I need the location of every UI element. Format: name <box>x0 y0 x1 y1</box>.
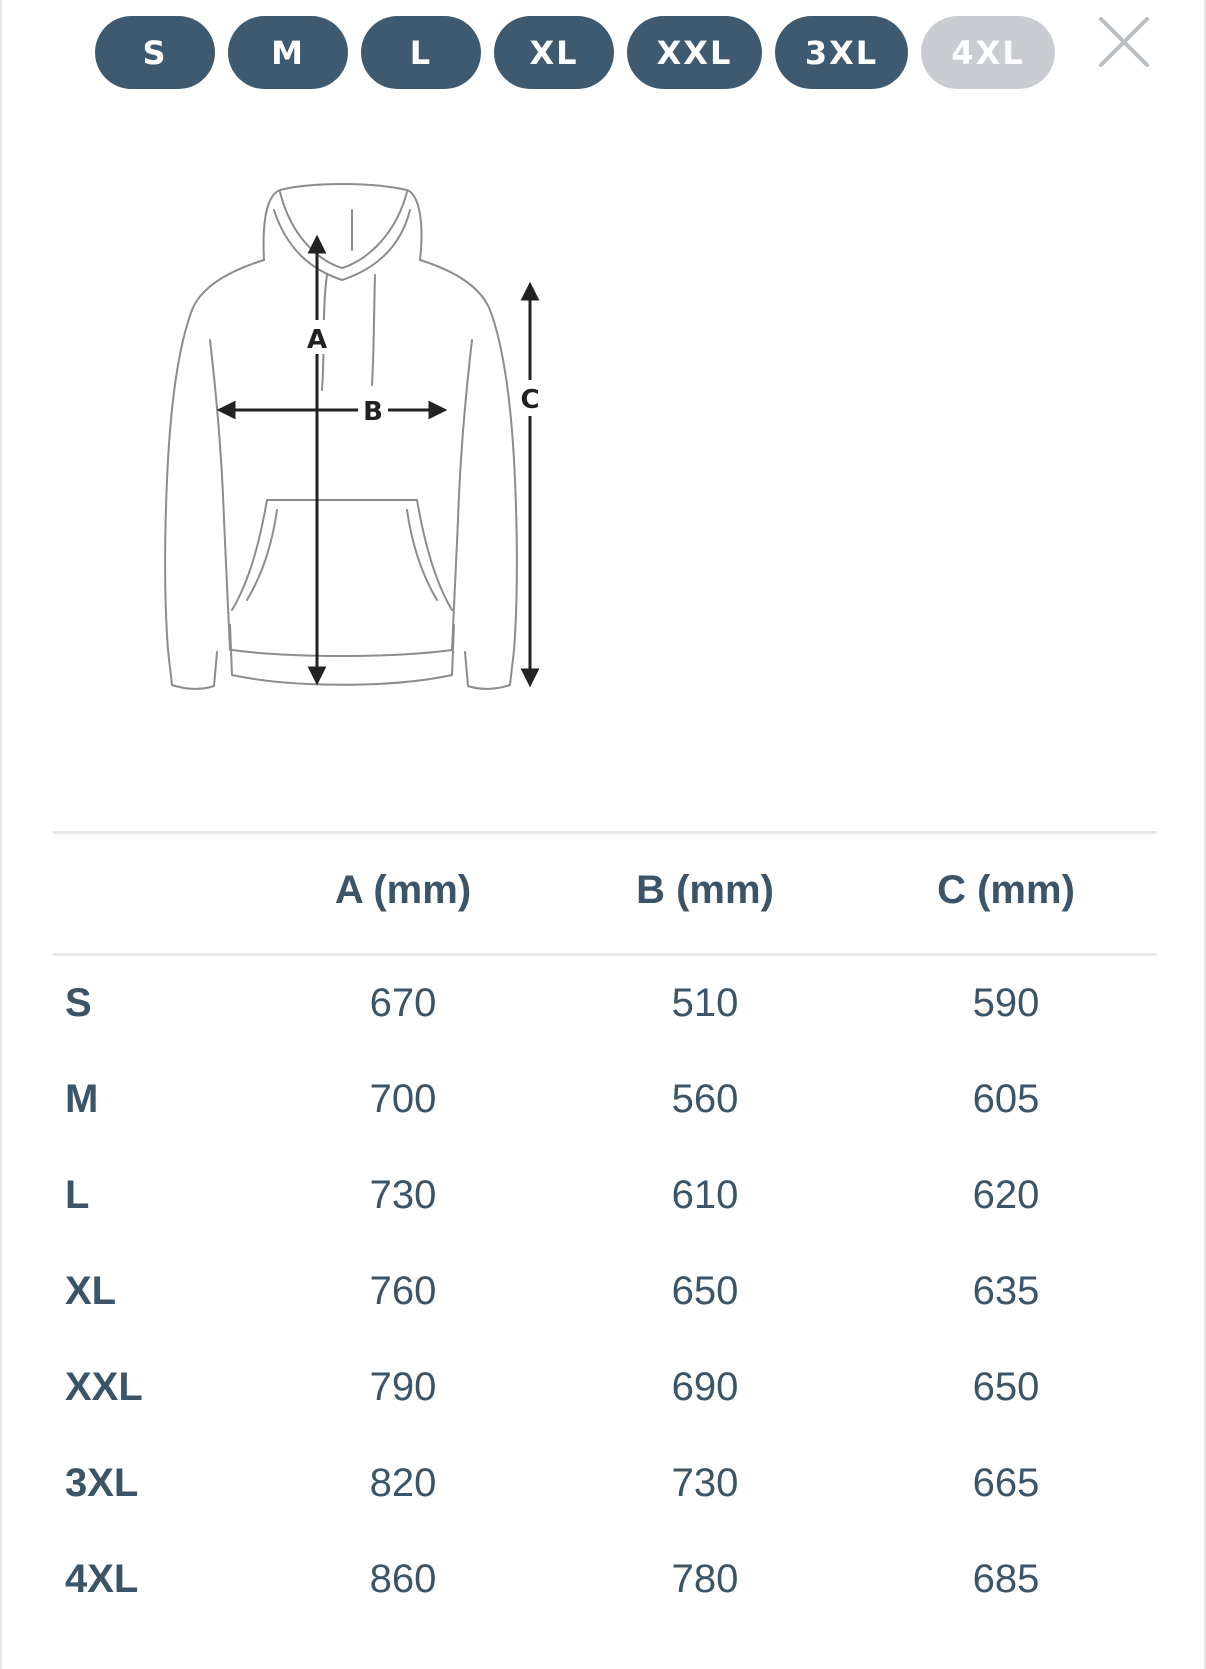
size-pill-l[interactable]: L <box>361 16 481 89</box>
cell-c: 620 <box>972 1173 1040 1217</box>
column-header-c: C (mm) <box>937 868 1075 912</box>
cell-b: 690 <box>671 1365 739 1409</box>
cell-c: 665 <box>972 1461 1040 1505</box>
cell-c: 650 <box>972 1365 1040 1409</box>
cell-b: 780 <box>671 1557 739 1601</box>
cell-b: 650 <box>671 1269 739 1313</box>
cell-c: 635 <box>972 1269 1040 1313</box>
row-size-label: XL <box>65 1269 117 1313</box>
dimension-label-c: C <box>520 385 540 415</box>
hoodie-diagram <box>162 180 602 740</box>
table-row <box>53 1531 1157 1627</box>
size-pill-xl[interactable]: XL <box>494 16 614 89</box>
cell-a: 700 <box>369 1077 437 1121</box>
cell-b: 560 <box>671 1077 739 1121</box>
table-row <box>53 1243 1157 1339</box>
column-header-b: B (mm) <box>636 868 774 912</box>
table-row <box>53 1147 1157 1243</box>
row-size-label: S <box>65 981 92 1025</box>
cell-c: 605 <box>972 1077 1040 1121</box>
dimension-label-a: A <box>306 325 328 355</box>
cell-a: 730 <box>369 1173 437 1217</box>
cell-c: 685 <box>972 1557 1040 1601</box>
row-size-label: M <box>65 1077 99 1121</box>
cell-b: 730 <box>671 1461 739 1505</box>
table-row <box>53 1051 1157 1147</box>
size-pill-m[interactable]: M <box>228 16 348 89</box>
table-row <box>53 955 1157 1051</box>
row-size-label: 3XL <box>65 1461 139 1505</box>
dimension-label-b: B <box>363 397 383 427</box>
table-row <box>53 1339 1157 1435</box>
hoodie-outline-icon <box>162 180 602 740</box>
cell-a: 820 <box>369 1461 437 1505</box>
close-x-icon <box>1098 16 1150 68</box>
column-header-a: A (mm) <box>334 868 472 912</box>
size-pill-xxl[interactable]: XXL <box>627 16 762 89</box>
size-pill-3xl[interactable]: 3XL <box>775 16 908 89</box>
table-header-row <box>53 830 1157 955</box>
cell-c: 590 <box>972 981 1040 1025</box>
size-selector <box>95 16 1055 89</box>
size-table <box>53 830 1157 1627</box>
cell-a: 790 <box>369 1365 437 1409</box>
row-size-label: L <box>65 1173 90 1217</box>
size-pill-s[interactable]: S <box>95 16 215 89</box>
cell-a: 760 <box>369 1269 437 1313</box>
size-pill-4xl[interactable]: 4XL <box>921 16 1055 89</box>
close-button[interactable] <box>1098 16 1150 68</box>
row-size-label: 4XL <box>65 1557 139 1601</box>
cell-b: 610 <box>671 1173 739 1217</box>
row-size-label: XXL <box>65 1365 143 1409</box>
cell-b: 510 <box>671 981 739 1025</box>
cell-a: 670 <box>369 981 437 1025</box>
table-row <box>53 1435 1157 1531</box>
cell-a: 860 <box>369 1557 437 1601</box>
